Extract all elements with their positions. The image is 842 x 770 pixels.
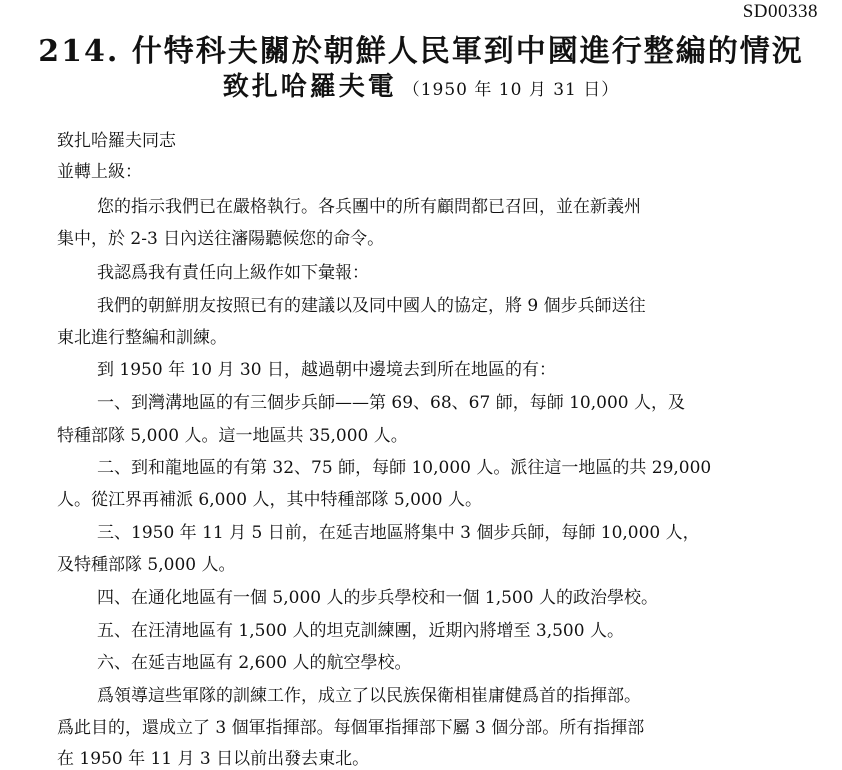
list-item: 六、在延吉地區有 2,600 人的航空學校。 — [97, 653, 412, 673]
document-id: SD00338 — [742, 1, 818, 22]
list-item: 二、到和龍地區的有第 32、75 師，每師 10,000 人。派往這一地區的共 29,000 — [97, 458, 712, 478]
body-line: 您的指示我們已在嚴格執行。各兵團中的所有顧問都已召回，並在新義州 — [97, 197, 641, 217]
body-line: 集中，於 2-3 日內送往瀋陽聽候您的命令。 — [57, 229, 385, 249]
body-line: 我認爲我有責任向上級作如下彙報： — [97, 263, 369, 283]
list-item: 及特種部隊 5,000 人。 — [57, 555, 236, 575]
body-line: 並轉上級： — [57, 162, 142, 182]
list-item: 五、在汪清地區有 1,500 人的坦克訓練團，近期內將增至 3,500 人。 — [97, 621, 624, 641]
document-subtitle-row — [0, 66, 842, 103]
salutation-line: 致扎哈羅夫同志 — [57, 131, 176, 151]
body-line: 我們的朝鮮朋友按照已有的建議以及同中國人的協定，將 9 個步兵師送往 — [97, 296, 646, 316]
list-item: 三、1950 年 11 月 5 日前，在延吉地區將集中 3 個步兵師，每師 10,000 人， — [97, 523, 700, 543]
body-line: 到 1950 年 10 月 30 日，越過朝中邊境去到所在地區的有： — [97, 360, 556, 380]
body-line: 爲此目的，還成立了 3 個軍指揮部。每個軍指揮部下屬 3 個分部。所有指揮部 — [57, 718, 645, 738]
body-line-cut-off: 在 1950 年 11 月 3 日以前出發去東北。 — [57, 749, 370, 769]
document-date: （1950 年 10 月 31 日） — [402, 80, 620, 100]
body-line: 爲領導這些軍隊的訓練工作，成立了以民族保衛相崔庸健爲首的指揮部。 — [97, 686, 641, 706]
body-line: 東北進行整編和訓練。 — [57, 328, 227, 348]
list-item: 人。從江界再補派 6,000 人，其中特種部隊 5,000 人。 — [57, 490, 482, 510]
document-subtitle: 致扎哈羅夫電 — [222, 72, 397, 102]
list-item: 特種部隊 5,000 人。這一地區共 35,000 人。 — [57, 426, 408, 446]
list-item: 四、在通化地區有一個 5,000 人的步兵學校和一個 1,500 人的政治學校。 — [97, 588, 658, 608]
list-item: 一、到灣溝地區的有三個步兵師——第 69、68、67 師，每師 10,000 人，及 — [97, 393, 685, 413]
document-title: 214. 什特科夫關於朝鮮人民軍到中國進行整編的情況 — [38, 34, 804, 69]
